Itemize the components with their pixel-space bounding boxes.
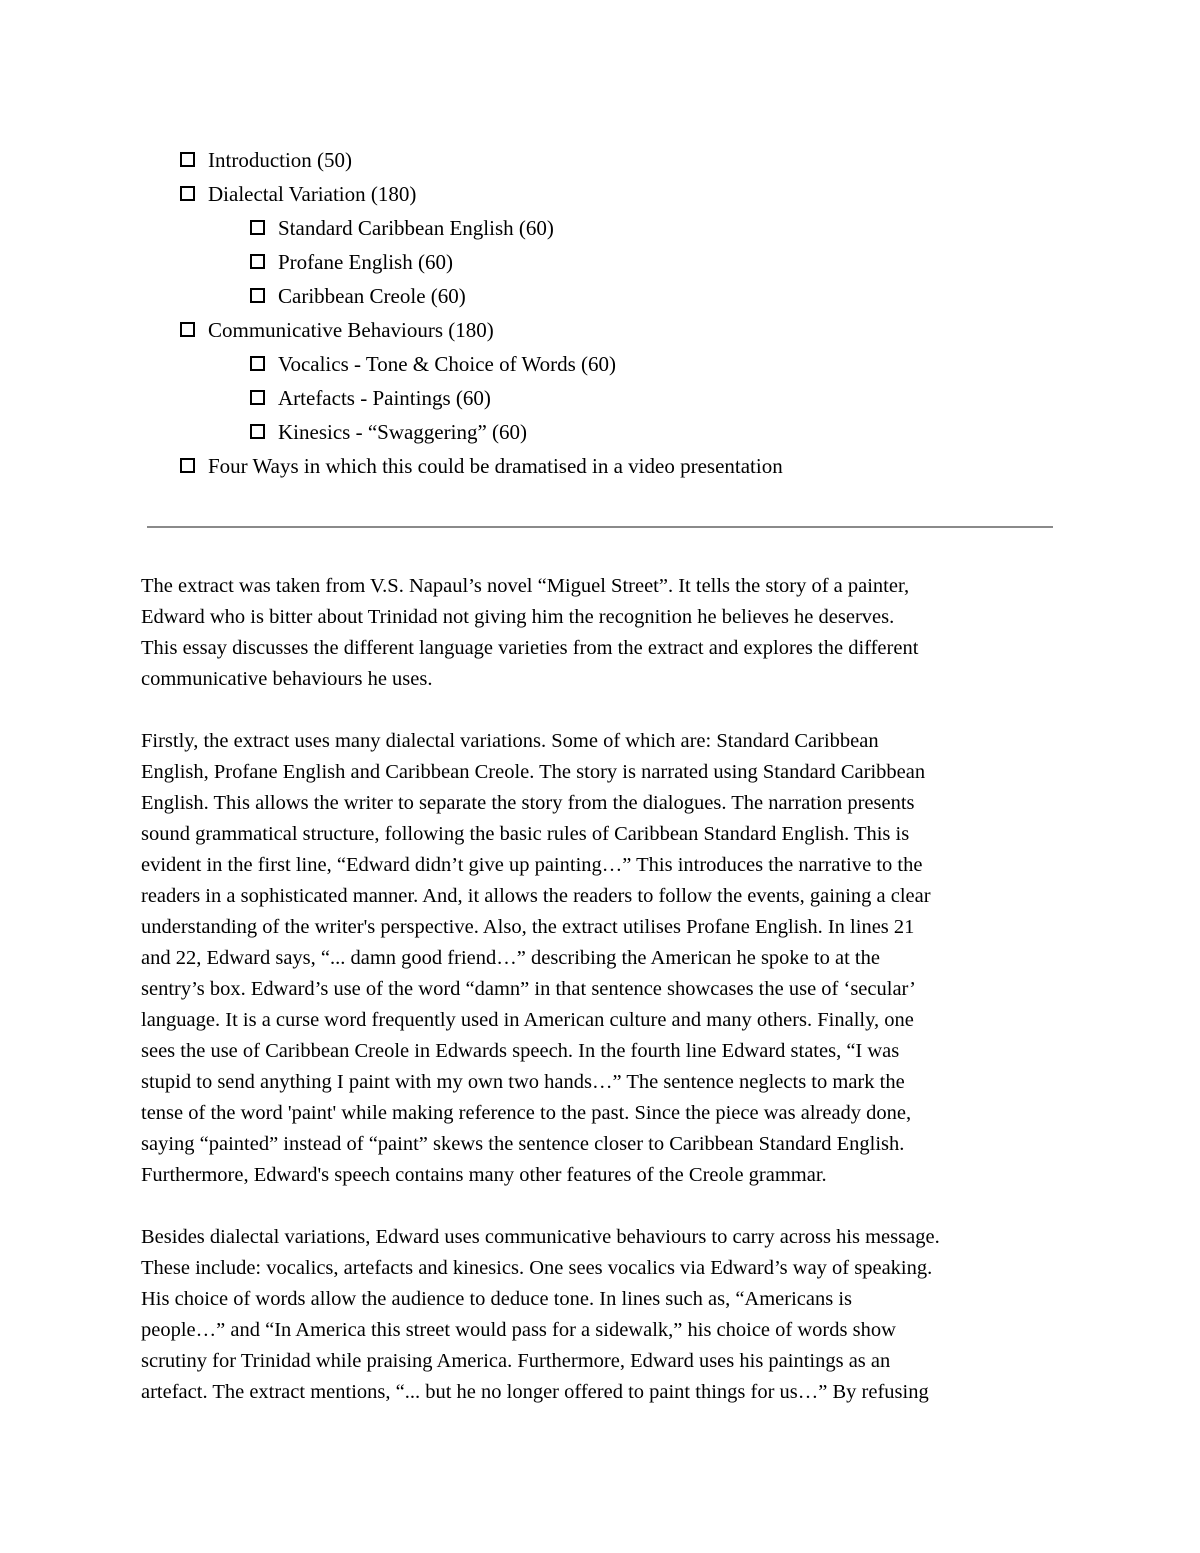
checklist-subitem xyxy=(180,381,783,415)
text-line: and 22, Edward says, “... damn good friend…” describing the American he spoke to at the xyxy=(141,947,880,969)
horizontal-divider xyxy=(147,526,1053,528)
checkbox-icon[interactable] xyxy=(180,322,195,337)
text-line: English, Profane English and Caribbean Creole. The story is narrated using Standard Caribbean xyxy=(141,761,926,783)
text-line: Furthermore, Edward's speech contains many other features of the Creole grammar. xyxy=(141,1164,827,1186)
text-line: saying “painted” instead of “paint” skews the sentence closer to Caribbean Standard English. xyxy=(141,1133,905,1155)
text-line: These include: vocalics, artefacts and kinesics. One sees vocalics via Edward’s way of speaking. xyxy=(141,1257,933,1279)
text-line: stupid to send anything I paint with my own two hands…” The sentence neglects to mark the xyxy=(141,1071,905,1093)
text-line: Firstly, the extract uses many dialectal variations. Some of which are: Standard Caribbean xyxy=(141,730,879,752)
checkbox-icon[interactable] xyxy=(180,186,195,201)
text-line: sees the use of Caribbean Creole in Edwards speech. In the fourth line Edward states, “I was xyxy=(141,1040,900,1062)
essay-body xyxy=(141,571,1061,1439)
text-line: English. This allows the writer to separate the story from the dialogues. The narration presents xyxy=(141,792,915,814)
paragraph-communicative-behaviours xyxy=(141,1222,1061,1408)
checkbox-icon[interactable] xyxy=(250,288,265,303)
text-line: communicative behaviours he uses. xyxy=(141,668,433,690)
checkbox-icon[interactable] xyxy=(180,458,195,473)
paragraph-dialectal-variation xyxy=(141,726,1061,1191)
outline-checklist xyxy=(180,143,783,483)
checklist-item-label: Vocalics - Tone & Choice of Words (60) xyxy=(278,352,617,376)
text-line: readers in a sophisticated manner. And, it allows the readers to follow the events, gaining a clear xyxy=(141,885,931,907)
checkbox-icon[interactable] xyxy=(250,390,265,405)
text-line: The extract was taken from V.S. Napaul’s novel “Miguel Street”. It tells the story of a painter, xyxy=(141,575,910,597)
checklist-item-label: Communicative Behaviours (180) xyxy=(208,318,494,342)
checklist-subitem xyxy=(180,347,783,381)
checklist-item xyxy=(180,449,783,483)
text-line: understanding of the writer's perspective. Also, the extract utilises Profane English. In lines 21 xyxy=(141,916,915,938)
checklist-item-label: Kinesics - “Swaggering” (60) xyxy=(278,420,528,444)
checklist-item-label: Four Ways in which this could be dramatised in a video presentation xyxy=(208,454,783,478)
text-line: scrutiny for Trinidad while praising America. Furthermore, Edward uses his paintings as an xyxy=(141,1350,891,1372)
checklist-item-label: Dialectal Variation (180) xyxy=(208,182,417,206)
text-line: people…” and “In America this street would pass for a sidewalk,” his choice of words show xyxy=(141,1319,896,1341)
checklist-subitem xyxy=(180,211,783,245)
text-line: Edward who is bitter about Trinidad not giving him the recognition he believes he deserves. xyxy=(141,606,895,628)
checklist-subitem xyxy=(180,279,783,313)
checkbox-icon[interactable] xyxy=(250,220,265,235)
text-line: language. It is a curse word frequently used in American culture and many others. Finally, one xyxy=(141,1009,914,1031)
text-line: His choice of words allow the audience to deduce tone. In lines such as, “Americans is xyxy=(141,1288,853,1310)
checklist-item xyxy=(180,177,783,211)
checklist-item-label: Artefacts - Paintings (60) xyxy=(278,386,491,410)
checklist-item-label: Caribbean Creole (60) xyxy=(278,284,466,308)
checklist-subitem xyxy=(180,245,783,279)
paragraph-introduction xyxy=(141,571,1061,695)
text-line: Besides dialectal variations, Edward uses communicative behaviours to carry across his message. xyxy=(141,1226,940,1248)
checklist-item-label: Standard Caribbean English (60) xyxy=(278,216,554,240)
text-line: evident in the first line, “Edward didn’t give up painting…” This introduces the narrative to the xyxy=(141,854,923,876)
checklist-item-label: Profane English (60) xyxy=(278,250,453,274)
text-line: artefact. The extract mentions, “... but he no longer offered to paint things for us…” By refusing xyxy=(141,1381,929,1403)
text-line: sentry’s box. Edward’s use of the word “damn” in that sentence showcases the use of ‘secular’ xyxy=(141,978,916,1000)
checklist-item xyxy=(180,143,783,177)
checkbox-icon[interactable] xyxy=(180,152,195,167)
text-line: sound grammatical structure, following the basic rules of Caribbean Standard English. This is xyxy=(141,823,910,845)
text-line: tense of the word 'paint' while making reference to the past. Since the piece was already done, xyxy=(141,1102,912,1124)
checkbox-icon[interactable] xyxy=(250,356,265,371)
checkbox-icon[interactable] xyxy=(250,254,265,269)
checklist-item xyxy=(180,313,783,347)
text-line: This essay discusses the different language varieties from the extract and explores the different xyxy=(141,637,919,659)
checklist-subitem xyxy=(180,415,783,449)
checklist-item-label: Introduction (50) xyxy=(208,148,353,172)
checkbox-icon[interactable] xyxy=(250,424,265,439)
